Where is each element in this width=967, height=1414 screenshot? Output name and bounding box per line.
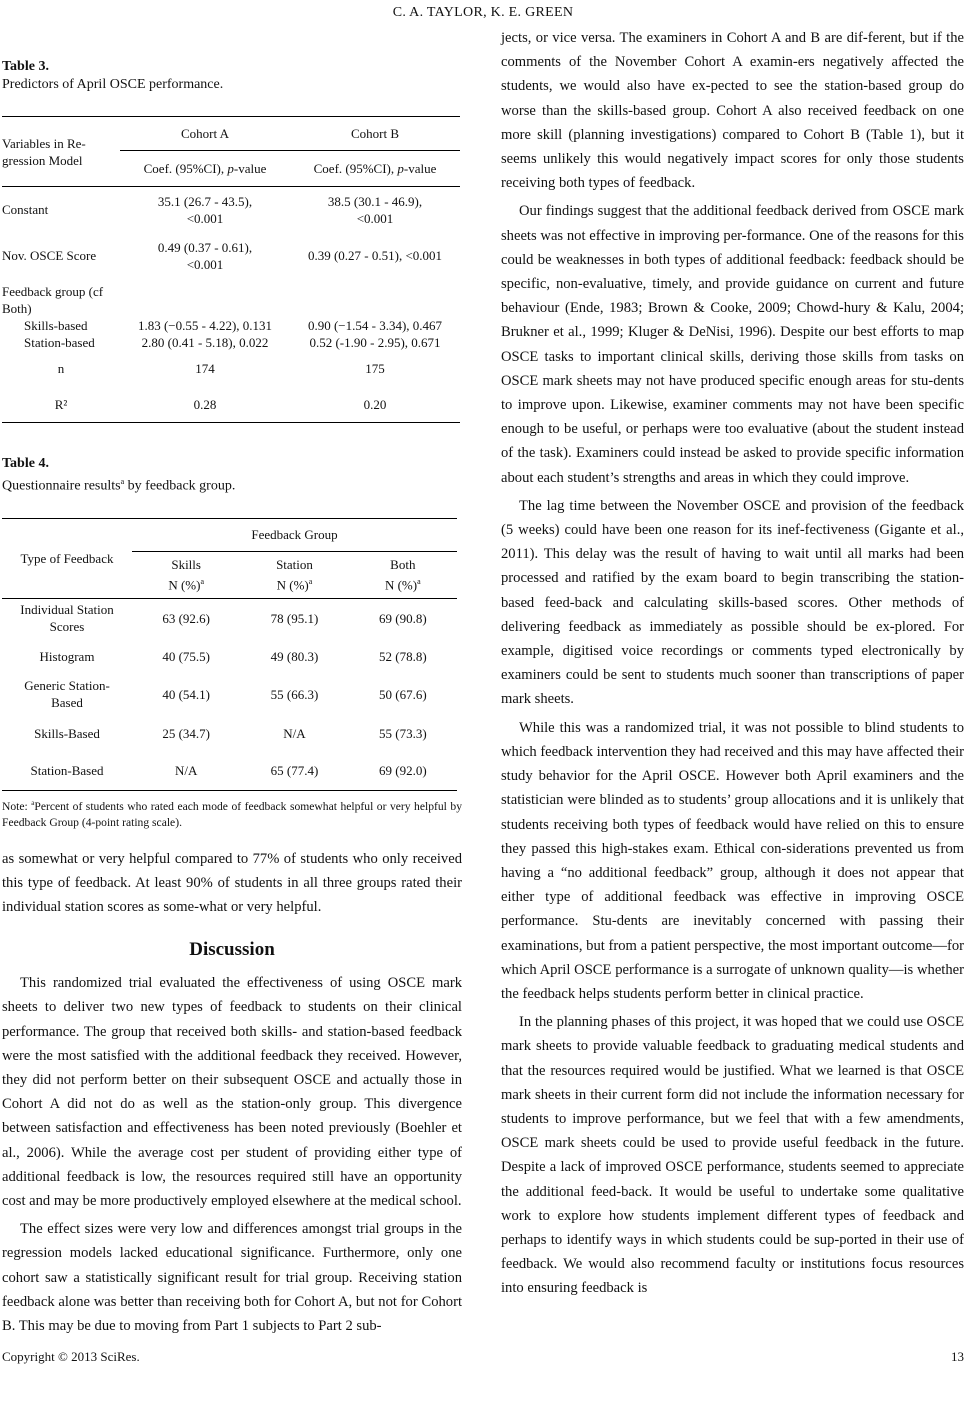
header-col (240, 551, 348, 598)
table3-caption (2, 58, 462, 94)
table-row (2, 187, 460, 233)
t: Both (390, 556, 416, 572)
header-type: Type of Feedback (2, 518, 132, 598)
t: by feedback group. (124, 478, 236, 494)
t: N (%) (384, 577, 418, 593)
cell: 50 (67.6) (378, 686, 427, 702)
page-number: 13 (951, 1349, 964, 1365)
t: N (%) (168, 577, 201, 593)
t: Station (276, 556, 313, 572)
header-cohort-b: Cohort B (290, 117, 460, 151)
cell: 1.83 (−0.55 - 4.22), 0.131 (137, 317, 273, 333)
table-row (2, 752, 457, 790)
cell: R² (54, 396, 68, 412)
header-variables: Variables in Re-gression Model (2, 117, 120, 187)
t: a (120, 477, 125, 486)
cell: 38.5 (30.1 - 46.9), <0.001 (327, 193, 423, 226)
copyright: Copyright © 2013 SciRes. (2, 1349, 140, 1365)
table-row (2, 598, 457, 638)
header-col (349, 551, 457, 598)
paragraph: In the planning phases of this project, it was hoped that we could use OSCE mark sheets to provide valuable feedback to graduating medical students and that the resources required would be justified. What we learned is that OSCE mark sheets in their current form did not include the information necessary for students to improve performance, but we feel that with a few amendments, OSCE mark sheets could be used to provide useful feedback in the future. Despite a lack of improved OSCE performance, students seemed to appreciate the additional feed-back. It would be useful to undertake some qualitative work to explore how students implement different types of feedback and perhaps to identify ways in which students could be sup-ported in their use of feedback. We would also recommend faculty or institutions focus resources into ensuring feedback is (501, 1014, 964, 1297)
table4-note (2, 795, 462, 831)
cell: Station-Based (30, 763, 104, 779)
t: a (308, 576, 313, 586)
t: Coef. (95%CI), (143, 161, 228, 176)
cell: n (57, 361, 65, 376)
paragraph: While this was a randomized trial, it was not possible to blind students to which feedback intervention they had received and this may have affected their study behavior for the April OSCE. However both April examiners and the statistician were blinded as to students’ group allocations and it is unlikely that students receiving both types of feedback would have relied on this to ensure they passed this high-stakes exam. Ethical con-siderations prevented us from having a “no additional feedback” group, although it does not appear that either type of additional feedback was effective in improving OSCE performance. Stu-dents are inevitably concerned with passing their examinations, but from a patient perspective, the most important outcome—for which April OSCE performance is a surrogate of unknown quality—is whether the feedback helps students perform better in clinical practice. (501, 719, 964, 1002)
table-row (2, 317, 460, 334)
t: a (31, 798, 35, 807)
cell: 69 (90.8) (378, 610, 427, 626)
left-column (2, 26, 462, 1338)
paragraph: The effect sizes were very low and differences amongst trial groups in the regression models lacked educational significance. Furthermore, only one cohort saw a statistically significant result for trial group. Receiving station feedback alone was better than receiving both for Cohort A, but not for Cohort B. This may be due to moving from Part 1 subjects to Part 2 sub- (2, 1221, 462, 1334)
cell: Nov. OSCE Score (2, 248, 97, 263)
table-row (2, 334, 460, 351)
t: Questionnaire results (2, 478, 121, 494)
table-label: Table 4. (2, 456, 49, 471)
t: a (417, 576, 421, 586)
cell: 35.1 (26.7 - 43.5), <0.001 (157, 193, 253, 226)
cell: Feedback group (cf Both) (2, 283, 104, 316)
t: p (227, 161, 234, 176)
cell: Histogram (39, 648, 95, 664)
cell: 0.39 (0.27 - 0.51), <0.001 (307, 248, 443, 263)
cell: Skills-based (24, 317, 88, 333)
paragraph: The lag time between the November OSCE and provision of the feedback (5 weeks) could have been one reason for its inef-fectiveness (Gigante et al., 2011). This delay was the result of having to wait until all marks had been processed and ratified by the exam board to begin transcribing the station-based feed-back and calculating skills-based scores. Other methods of delivering feedback as immediately as possible should be ex-plored. For example, digitised voice recordings or comments typed electronically by examiners could be sent to students much sooner than transcriptions of paper mark sheets. (501, 497, 964, 708)
t: N (%) (276, 577, 309, 593)
table-row (2, 638, 457, 674)
cell: 55 (73.3) (378, 725, 427, 741)
cell: 0.52 (-1.90 - 2.95), 0.671 (309, 334, 441, 350)
cell: Station-based (24, 334, 95, 350)
table-row (2, 674, 457, 714)
header-col (132, 551, 240, 598)
table-row (2, 714, 457, 752)
t: Skills (171, 556, 201, 572)
cell: 2.80 (0.41 - 5.18), 0.022 (141, 334, 269, 350)
t: Note: (2, 799, 32, 813)
cell: 63 (92.6) (162, 610, 210, 626)
cell: 40 (75.5) (162, 648, 210, 664)
paragraph: jects, or vice versa. The examiners in Cohort A and B are dif-ferent, but if the comments of the November Cohort A examin-ers negatively affected the students, we would also have ex-pected to see the station-based group do worse than the skills-based group. Cohort A also received feedback on one more skill (planning investigations) compared to Cohort B (Table 1), but it seems unlikely this would negatively impact scores for only those students receiving both types of feedback. (501, 30, 964, 192)
header-feedback-group: Feedback Group (132, 518, 457, 551)
cell: 65 (77.4) (270, 763, 319, 779)
t: a (200, 576, 205, 586)
cell: 175 (365, 361, 385, 376)
table-caption: Predictors of April OSCE performance. (2, 77, 224, 92)
t: -value (403, 161, 437, 176)
running-header: C. A. TAYLOR, K. E. GREEN (392, 5, 574, 20)
paragraph: This randomized trial evaluated the effectiveness of using OSCE mark sheets to deliver two new types of feedback to students on their clinical performance. The group that received both skills- and station-based feedback were the most satisfied with the additional feedback they received. However, they did not perform better on their subsequent OSCE and actually those in Cohort A did not do as well as the station-only group. This divergence between satisfaction and effectiveness has been noted previously (Boehler et al., 2006). While the average cost per student of providing either type of additional feedback is low, the resources required still have an opportunity cost and may be more productively employed elsewhere at the medical school. (2, 975, 462, 1209)
cell: 49 (80.3) (270, 648, 319, 664)
page-footer (2, 1348, 964, 1366)
cell: 55 (66.3) (270, 686, 319, 702)
cell: 52 (78.8) (378, 648, 427, 664)
t: p (397, 161, 404, 176)
table-row (2, 279, 460, 317)
cell: 78 (95.1) (270, 610, 319, 626)
cell: 0.49 (0.37 - 0.61), <0.001 (157, 239, 253, 272)
cell: Generic Station-Based (24, 678, 110, 711)
table-row (2, 387, 460, 423)
cell: 0.28 (193, 396, 217, 412)
cell: Constant (2, 202, 49, 218)
t: -value (233, 161, 267, 176)
cell: 25 (34.7) (162, 725, 210, 741)
t: Percent of students who rated each mode of feedback somewhat helpful or very helpful by Feedback Group (4-point rating scale). (2, 799, 462, 829)
subheader-b (290, 151, 460, 187)
cell: 0.90 (−1.54 - 3.34), 0.467 (307, 317, 443, 333)
cell: 174 (195, 361, 215, 376)
right-column (501, 26, 964, 1338)
table-row (2, 351, 460, 387)
subheader-a (120, 151, 290, 187)
table-label: Table 3. (2, 59, 49, 74)
table-4 (2, 518, 457, 791)
table-3 (2, 116, 460, 423)
cell: 69 (92.0) (378, 763, 427, 779)
cell: Individual Station Scores (20, 602, 114, 635)
cell: N/A (174, 763, 198, 779)
cell: 40 (54.1) (162, 686, 210, 702)
cell: Skills-Based (34, 725, 100, 741)
t: Coef. (95%CI), (313, 161, 398, 176)
table4-caption (2, 455, 462, 496)
cell: 0.20 (363, 396, 387, 412)
table-row (2, 233, 460, 279)
header-cohort-a: Cohort A (120, 117, 290, 151)
cell: N/A (283, 725, 306, 741)
two-column-body (2, 26, 964, 1338)
paragraph: as somewhat or very helpful compared to 77% of students who only received this type of feedback. At least 90% of students in all three groups rated their individual station scores as some-what or very helpful. (2, 850, 462, 915)
paragraph: Our findings suggest that the additional feedback derived from OSCE mark sheets was not effective in improving per-formance. One of the reasons for this could be weaknesses in both types of additional feedback: feedback should be specific, non-evaluative, timely, and provide guidance on current and future behaviour (Ende, 1983; Brown & Cooke, 2009; Chowd-hury & Kalu, 2004; Brukner et al., 1999; Kluger & DeNisi, 1996). Despite our best efforts to map OSCE tasks to important clinical skills, deriving those skills from tasks on OSCE mark sheets may not have produced specific enough areas for stu-dents to improve upon. Likewise, examiner comments may not have been specific enough to be useful, or perhaps were too evaluative (about the student instead of the task). Examiners could instead be asked to provide specific information about each student’s strengths and areas in which they could improve. (501, 203, 964, 486)
section-heading: Discussion (189, 939, 275, 961)
